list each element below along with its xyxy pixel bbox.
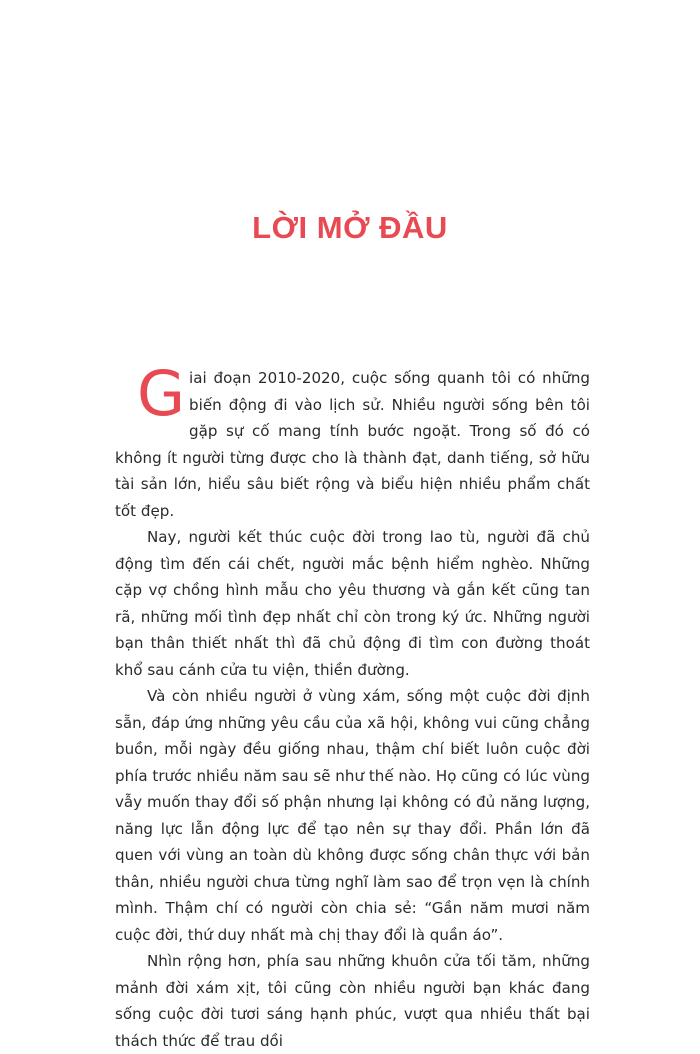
paragraph-4: Nhìn rộng hơn, phía sau những khuôn cửa tối tăm, những mảnh đời xám xịt, tôi cũng còn nhiều người bạn khác đang sống cuộc đời tươi sáng hạnh phúc, vượt qua nhiều thất bại thách thức để trau dồi [115,952,590,1050]
body-text [115,357,590,1054]
paragraph-1-text: iai đoạn 2010-2020, cuộc sống quanh tôi có những biến động đi vào lịch sử. Nhiều người sống bên tôi gặp sự cố mang tính bước ngoặt. Trong số đó có không ít người từng được cho là thành đạt, danh tiếng, sở hữu tài sản lớn, hiểu sâu biết rộng và biểu hiện nhiều phẩm chất tốt đẹp. [115,369,590,520]
paragraph-3: Và còn nhiều người ở vùng xám, sống một cuộc đời định sẵn, đáp ứng những yêu cầu của xã hội, không vui cũng chẳng buồn, mỗi ngày đều giống nhau, thậm chí biết luôn cuộc đời phía trước nhiều năm sau sẽ như thế nào. Họ cũng có lúc vùng vẫy muốn thay đổi số phận nhưng lại không có đủ năng lượng, năng lực lẫn động lực để tạo nên sự thay đổi. Phần lớn đã quen với vùng an toàn dù không được sống chân thực với bản thân, nhiều người chưa từng nghĩ làm sao để trọn vẹn là chính mình. Thậm chí có người còn chia sẻ: “Gần năm mươi năm cuộc đời, thứ duy nhất mà chị thay đổi là quần áo”. [115,687,590,944]
drop-cap: G [137,357,186,430]
chapter-title: LỜI MỞ ĐẦU [252,210,448,245]
paragraph-1 [115,357,590,524]
paragraph-2: Nay, người kết thúc cuộc đời trong lao tù, người đã chủ động tìm đến cái chết, người mắc bệnh hiểm nghèo. Những cặp vợ chồng hình mẫu cho yêu thương và gắn kết cũng tan rã, những mối tình đẹp nhất chỉ còn trong ký ức. Những người bạn thân thiết nhất thì đã chủ động đi tìm con đường thoát khổ sau cánh cửa tu viện, thiền đường. [115,528,590,679]
